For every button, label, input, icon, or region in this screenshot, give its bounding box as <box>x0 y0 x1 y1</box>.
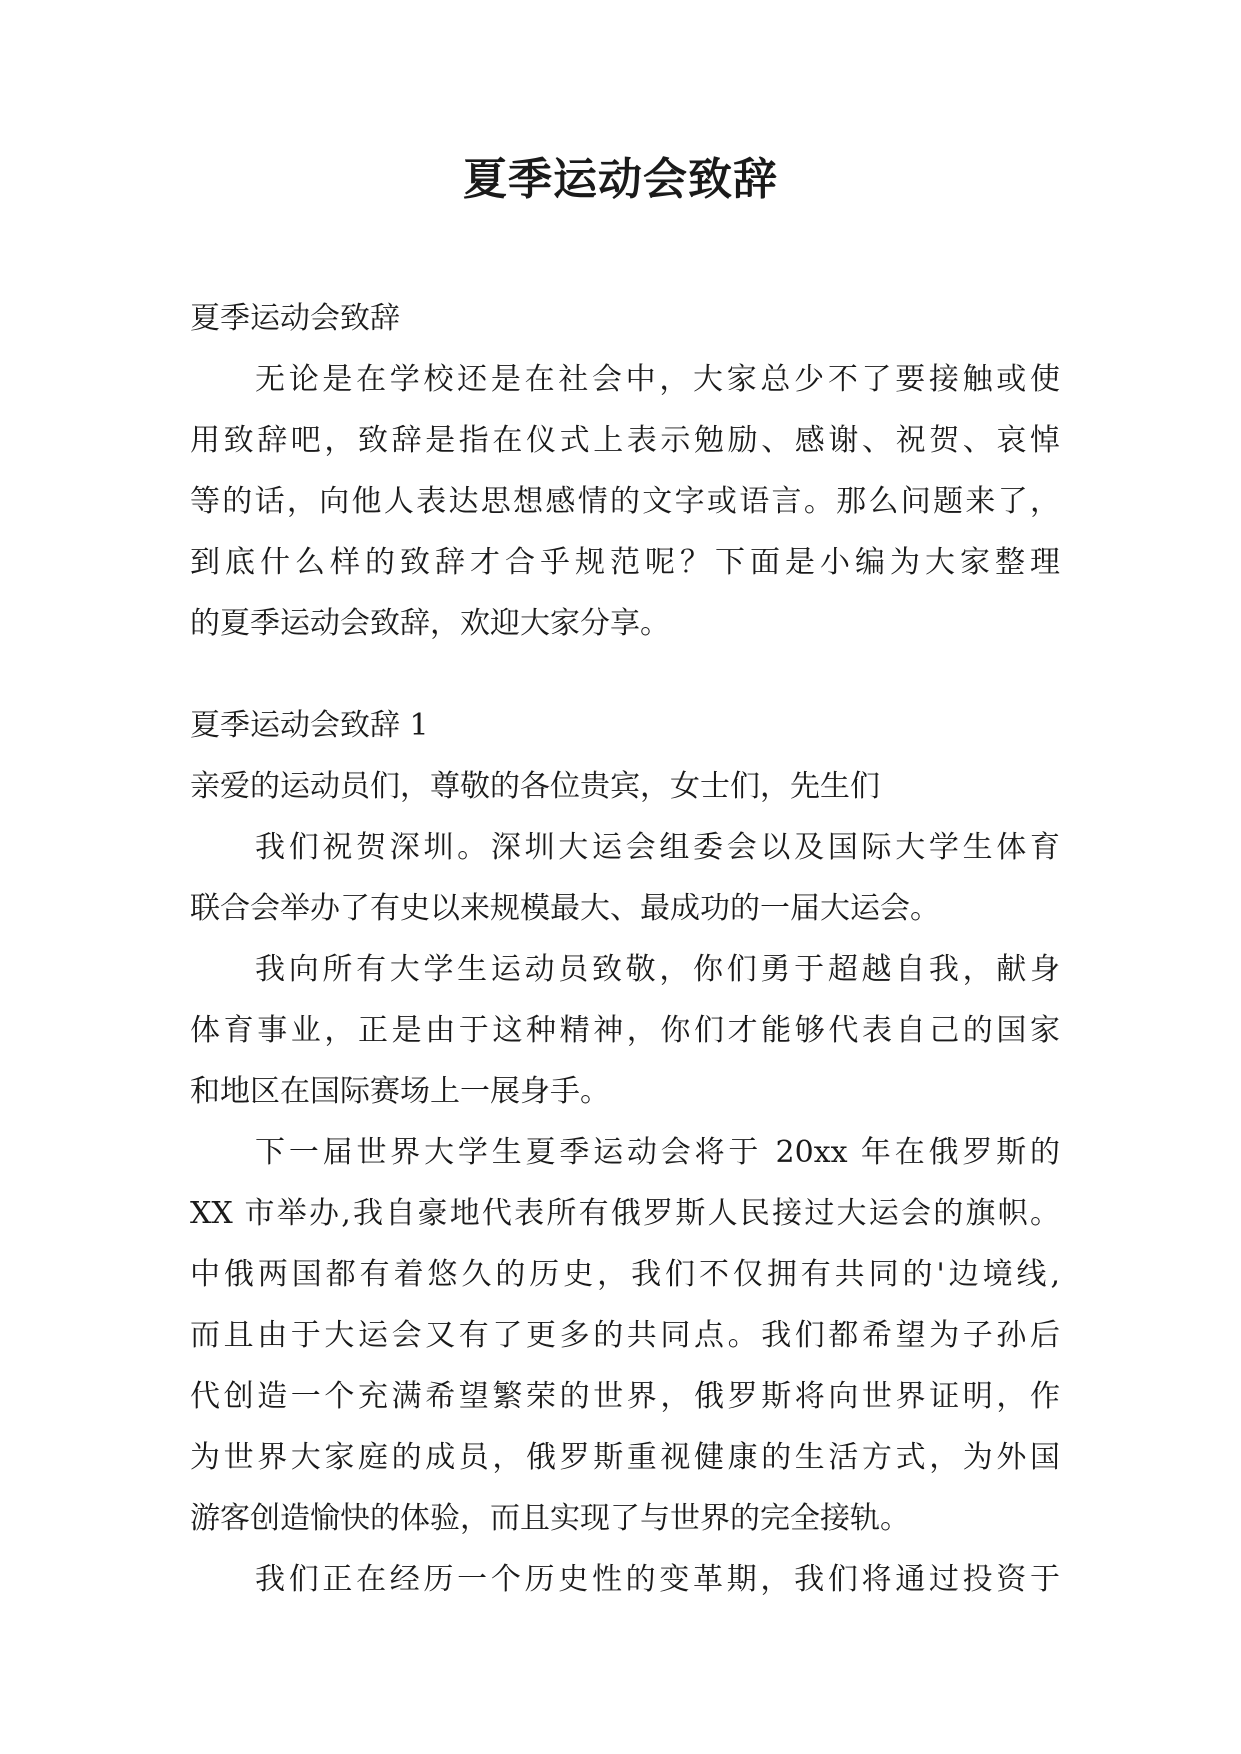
paragraph-line: 为世界大家庭的成员，俄罗斯重视健康的生活方式，为外国 <box>190 1440 1060 1475</box>
paragraph-line: 下一届世界大学生夏季运动会将于 20xx 年在俄罗斯的 <box>255 1135 1060 1170</box>
paragraph-line: 我们正在经历一个历史性的变革期，我们将通过投资于 <box>255 1562 1060 1597</box>
paragraph-line: 而且由于大运会又有了更多的共同点。我们都希望为子孙后 <box>190 1318 1060 1353</box>
paragraph-line: XX 市举办,我自豪地代表所有俄罗斯人民接过大运会的旗帜。 <box>190 1196 1060 1231</box>
paragraph-line: 中俄两国都有着悠久的历史，我们不仅拥有共同的'边境线, <box>190 1257 1060 1292</box>
paragraph-line: 联合会举办了有史以来规模最大、最成功的一届大运会。 <box>190 891 940 926</box>
paragraph-3 <box>190 1122 1060 1549</box>
paragraph-line: 代创造一个充满希望繁荣的世界，俄罗斯将向世界证明，作 <box>190 1379 1060 1414</box>
section-gap <box>190 654 1060 695</box>
intro-line: 等的话，向他人表达思想感情的文字或语言。那么问题来了， <box>190 484 1060 519</box>
paragraph-line: 和地区在国际赛场上一展身手。 <box>190 1074 610 1109</box>
document-title: 夏季运动会致辞 <box>463 154 778 205</box>
paragraph-2 <box>190 939 1060 1122</box>
intro-line: 的夏季运动会致辞，欢迎大家分享。 <box>190 606 670 641</box>
paragraph-line: 游客创造愉快的体验，而且实现了与世界的完全接轨。 <box>190 1501 910 1536</box>
paragraph-1 <box>190 817 1060 939</box>
salutation: 亲爱的运动员们，尊敬的各位贵宾，女士们，先生们 <box>190 769 880 804</box>
paragraph-line: 我们祝贺深圳。深圳大运会组委会以及国际大学生体育 <box>255 830 1060 865</box>
document-body <box>190 288 1060 1610</box>
section-heading: 夏季运动会致辞 1 <box>190 708 429 743</box>
subtitle: 夏季运动会致辞 <box>190 301 400 336</box>
intro-line: 到底什么样的致辞才合乎规范呢？下面是小编为大家整理 <box>190 545 1060 580</box>
intro-paragraph <box>190 349 1060 654</box>
paragraph-line: 我向所有大学生运动员致敬，你们勇于超越自我，献身 <box>255 952 1060 987</box>
paragraph-4 <box>190 1549 1060 1610</box>
intro-line: 无论是在学校还是在社会中，大家总少不了要接触或使 <box>255 362 1060 397</box>
intro-line: 用致辞吧，致辞是指在仪式上表示勉励、感谢、祝贺、哀悼 <box>190 423 1060 458</box>
paragraph-line: 体育事业，正是由于这种精神，你们才能够代表自己的国家 <box>190 1013 1060 1048</box>
